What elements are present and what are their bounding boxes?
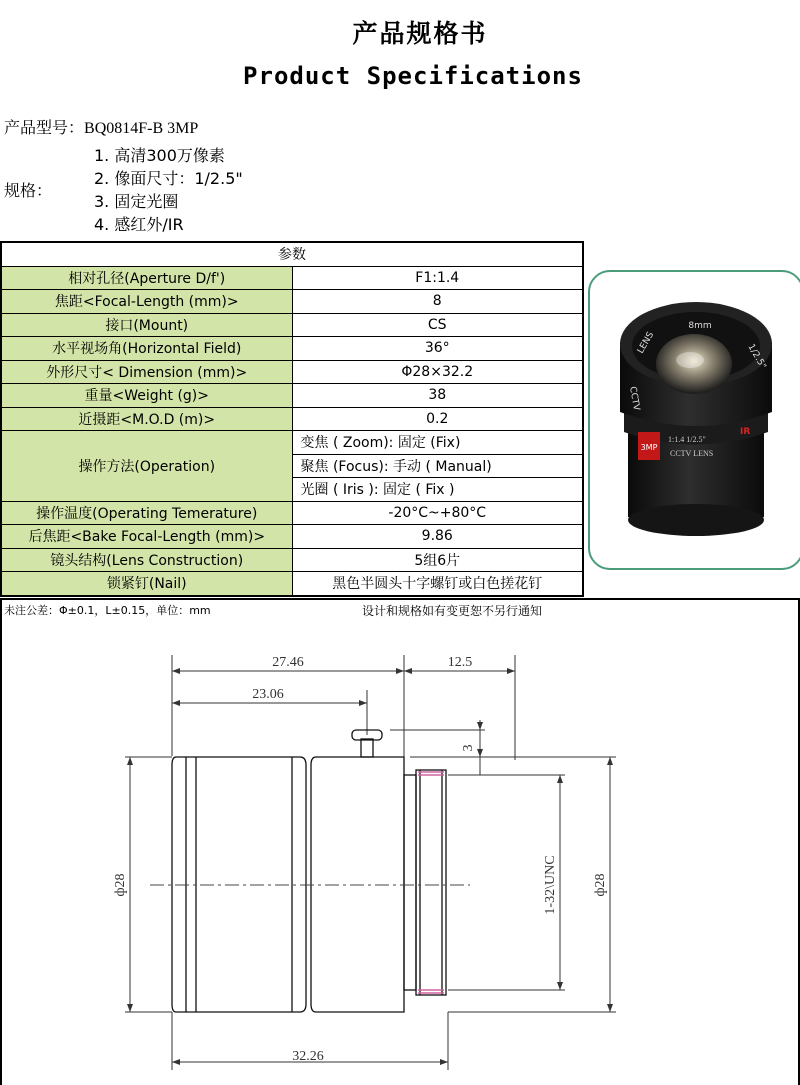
model-line xyxy=(4,115,198,138)
row-label: 接口(Mount) xyxy=(1,313,292,337)
focal-text: 8mm xyxy=(688,321,712,331)
dim-12-5: 12.5 xyxy=(447,655,473,670)
operation-iris: 光圈 ( Iris ): 固定 ( Fix ) xyxy=(292,478,583,502)
row-label: 重量<Weight (g)> xyxy=(1,384,292,408)
row-value: 8 xyxy=(292,290,583,314)
row-value: -20°C~+80°C xyxy=(292,501,583,525)
table-header: 参数 xyxy=(1,242,583,266)
dim-32-26: 32.26 xyxy=(292,1049,324,1064)
row-value: 5组6片 xyxy=(292,548,583,572)
ratio-text: 1/2.5" xyxy=(745,342,768,372)
title-en: Product Specifications xyxy=(243,62,583,90)
operation-label: 操作方法(Operation) xyxy=(1,431,292,502)
table-row xyxy=(1,384,583,408)
dim-3: 3 xyxy=(461,744,476,752)
row-label: 近摄距<M.O.D (m)> xyxy=(1,407,292,431)
dim-23-06: 23.06 xyxy=(252,687,284,702)
row-value: CS xyxy=(292,313,583,337)
table-row xyxy=(1,525,583,549)
dim-phi28-left: ф28 xyxy=(113,873,128,897)
table-row xyxy=(1,360,583,384)
row-label: 操作温度(Operating Temerature) xyxy=(1,501,292,525)
model-value: BQ0814F-B 3MP xyxy=(84,120,199,137)
operation-zoom: 变焦 ( Zoom): 固定 (Fix) xyxy=(292,431,583,455)
row-label: 外形尺寸< Dimension (mm)> xyxy=(1,360,292,384)
spec-text: 1:1.4 1/2.5" xyxy=(668,435,706,444)
table-row xyxy=(1,501,583,525)
row-label: 水平视场角(Horizontal Field) xyxy=(1,337,292,361)
row-label: 锁紧钉(Nail) xyxy=(1,572,292,596)
cctv-lens-text: CCTV LENS xyxy=(670,449,714,458)
row-label: 镜头结构(Lens Construction) xyxy=(1,548,292,572)
spec-label: 规格： xyxy=(4,181,53,200)
spec-item: 1. 高清300万像素 xyxy=(94,146,225,165)
row-value: 36° xyxy=(292,337,583,361)
table-row xyxy=(1,290,583,314)
ir-text: IR xyxy=(740,427,751,437)
table-row xyxy=(1,337,583,361)
spec-item: 2. 像面尺寸：1/2.5" xyxy=(94,169,243,188)
spec-item: 3. 固定光圈 xyxy=(94,192,179,211)
row-value: Φ28×32.2 xyxy=(292,360,583,384)
row-value: 38 xyxy=(292,384,583,408)
table-row xyxy=(1,313,583,337)
change-notice: 设计和规格如有变更恕不另行通知 xyxy=(362,604,543,618)
lens-text: LENS xyxy=(635,330,657,356)
cctv-text: CCTV xyxy=(627,385,642,412)
operation-focus: 聚焦 (Focus): 手动 ( Manual) xyxy=(292,454,583,478)
lens-photo xyxy=(588,270,800,570)
spec-item: 4. 感红外/IR xyxy=(94,215,184,234)
model-label: 产品型号： xyxy=(4,118,85,137)
row-value: 9.86 xyxy=(292,525,583,549)
row-value: 0.2 xyxy=(292,407,583,431)
table-row xyxy=(1,431,583,455)
table-row xyxy=(1,266,583,290)
table-row xyxy=(1,572,583,596)
dim-thread: 1-32\UNC xyxy=(543,855,558,915)
row-label: 相对孔径(Aperture D/f') xyxy=(1,266,292,290)
table-row xyxy=(1,407,583,431)
badge-text: 3MP xyxy=(640,443,658,452)
dim-27-46: 27.46 xyxy=(272,655,304,670)
lens-illustration xyxy=(590,272,800,568)
table-row xyxy=(1,548,583,572)
spec-table xyxy=(0,241,584,597)
tolerance-note: 未注公差：Φ±0.1，L±0.15，单位：mm xyxy=(4,604,211,617)
dim-phi28-right: ф28 xyxy=(593,873,608,897)
row-value: 黑色半圆头十字螺钉或白色搓花钉 xyxy=(292,572,583,596)
row-value: F1:1.4 xyxy=(292,266,583,290)
title-cn: 产品规格书 xyxy=(352,19,488,48)
technical-drawing xyxy=(0,598,800,1085)
row-label: 后焦距<Bake Focal-Length (mm)> xyxy=(1,525,292,549)
row-label: 焦距<Focal-Length (mm)> xyxy=(1,290,292,314)
